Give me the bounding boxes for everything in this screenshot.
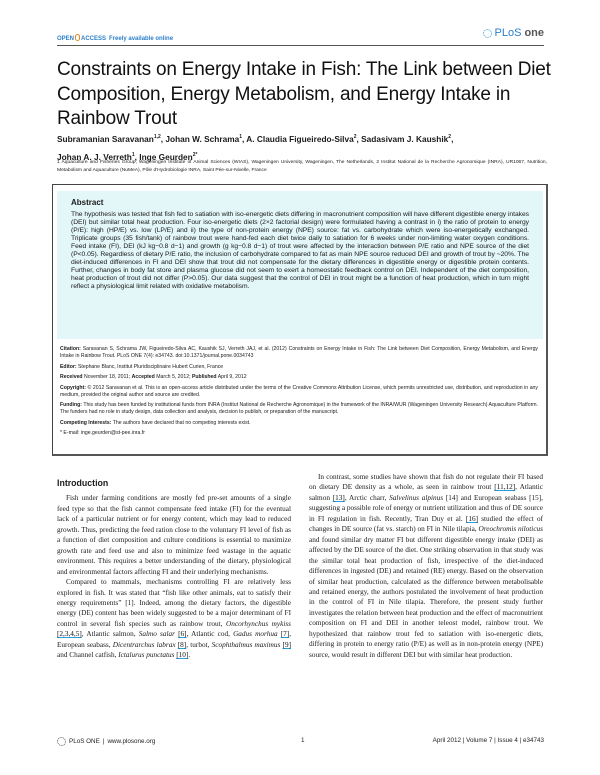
paragraph-text: studied the effect of changes in DE source (fat vs. starch) on FI in Nile tilapia, — [309, 514, 543, 534]
paragraph-text: In contrast, some studies have shown that fish do not regulate their FI based on dietary DE density as a whole, as seen in rainbow trout — [309, 473, 543, 492]
issue-info: April 2012 | Volume 7 | Issue 4 | e34743 — [432, 737, 544, 744]
paragraph-text: Compared to mammals, mechanisms controlling FI are relatively less explored in fish. It was stated that “fish like other animals, eat to satisfy their energy requirements” [1]. Indeed, among the dietary factors, the digestible energy (DE) content has been widely suggested to be a major determinant of FI control in several fish species such as rainbow trout, — [57, 578, 291, 628]
plos-logo-icon — [483, 29, 492, 38]
copyright-text: © 2012 Saravanan et al. This is an open-access article distributed under the terms of the Creative Commons Attribution License, which permits unrestricted use, distribution, and reproduction in any medium, provided the original author and source are credited. — [60, 384, 538, 398]
plos-footer-logo-icon — [57, 737, 66, 746]
abstract-box — [52, 184, 548, 456]
published-label: Published — [191, 374, 217, 381]
received-label: Received — [60, 374, 83, 381]
reference-link[interactable]: [7] — [280, 630, 290, 639]
reference-link[interactable]: [8] — [177, 640, 187, 649]
accepted-label: Accepted — [131, 374, 155, 381]
open-access-label — [57, 34, 173, 42]
open-lock-icon — [75, 34, 80, 41]
reference-link[interactable]: [11,12] — [494, 483, 516, 492]
author-name[interactable]: Subramanian Saravanan — [57, 133, 154, 144]
introduction-heading: Introduction — [57, 478, 109, 488]
footer-separator: | — [102, 738, 105, 745]
paragraph-text: [14] and European seabass [15], suggesting a possible role of energy or nutrient utilization and thus of DE source in FI regulation in fish. Recently, Tran Duy et al. — [309, 493, 543, 523]
paragraph-text: and Channel catfish, — [57, 651, 119, 660]
right-column — [309, 472, 543, 660]
accepted-date: March 5, 2012; — [156, 374, 191, 381]
footer-website-link[interactable]: www.plosone.org — [107, 738, 156, 745]
access-text: ACCESS — [81, 36, 107, 42]
abstract-panel — [57, 191, 543, 339]
author-affiliation-sup: 2 — [448, 134, 452, 140]
editor-text: Stephane Blanc, Institut Pluridisciplinaire Hubert Curien, France — [78, 363, 224, 370]
author-affiliation-sup: 1,2 — [153, 134, 161, 140]
editor-label: Editor: — [60, 363, 77, 370]
journal-header — [57, 27, 544, 46]
species-name: Dicentrarchus labrax — [112, 640, 176, 649]
citation-label: Citation: — [60, 346, 81, 352]
intro-paragraph — [309, 472, 543, 660]
author-name[interactable]: Inge Geurden — [139, 151, 193, 162]
page-number: 1 — [301, 737, 305, 744]
reference-link[interactable]: [2,3,4,5] — [57, 630, 82, 639]
author-list: Subramanian Saravanan$^{1,2}$, Johan W. Schrama$^1$, A. Claudia Figueiredo-Silva$^2$, Sadasivam J. Kaushik$^2$, Johan A. J. Verreth$^1$, Inge Geurden$^{2*}$ — [57, 133, 454, 162]
paragraph-text: and found similar dry matter FI but different digestible energy intake (DEI) as affected by the DE source of the diet. One striking observation in that study was the similar total heat production of fish, irrespective of the diet-induced differences in ingested (DE) and retained (RE) energy. Based on the observation of similar heat production, calculated as the difference between metabolisable and retained energy, the authors postulated the involvement of heat production in the control of FI in Nile tilapia. Therefore, the present study further investigates the relation between heat production and the effect of macronutrient composition on FI and DEI in another teleost model, rainbow trout. We hypothesized that rainbow trout fed to satiation with iso-energetic diets, differing in protein to energy ratio (P/E) as well as in non-protein energy (NPE) source, would result in different DEI but with similar heat production. — [309, 535, 543, 659]
affiliations: 1 Aquaculture and Fisheries Group, Wageningen Institute of Animal Sciences (WIAS), Wageningen University, Wageningen, The Netherlands, 2 Institut National de la Recherche Agronomique (INRA), UR1067, Nutrition, Metabolism and Aquaculture (NuMeA), Pôle d'Hydrobiologie INRA, Saint Pée-sur-Nivelle, France — [57, 160, 547, 173]
citation — [60, 346, 538, 360]
author-affiliation-sup: 1 — [131, 151, 135, 158]
editor — [60, 364, 538, 371]
freely-available-text: Freely available online — [109, 36, 174, 42]
species-name: Scophthalmus maximus — [211, 640, 281, 649]
paragraph-text: , turbot, — [186, 640, 212, 649]
copyright-label: Copyright: — [60, 384, 86, 391]
species-name: Salvelinus alpinus — [389, 493, 444, 502]
author-email[interactable]: * E-mail: inge.geurden@st-pee.inra.fr — [60, 430, 145, 437]
author-affiliation-sup: 2 — [353, 134, 357, 140]
competing-interests — [60, 420, 538, 427]
footer-journal-name: PLoS ONE — [69, 738, 100, 745]
paragraph-text: , Atlantic salmon — [309, 483, 543, 502]
left-column — [57, 478, 291, 661]
species-name: Oncorhynchus mykiss — [225, 619, 292, 628]
paragraph-text: . — [188, 651, 191, 660]
published-date: April 9, 2012 — [217, 374, 247, 381]
funding-text: This study has been funded by institutional funds from INRA (Institut National de Recherche Agronomique) in the framework of the INRA/WUR (Wageningen University Research) Aquaculture Platform. The funders had no role in study design, data collection and analysis, decision to publish, or preparation of the manuscript. — [60, 402, 538, 416]
intro-paragraph — [57, 577, 291, 661]
article-metadata — [60, 346, 538, 441]
plos-one-logo — [483, 27, 544, 39]
citation-text: Saravanan S, Schrama JW, Figueiredo-Silva AC, Kaushik SJ, Verreth JAJ, et al. (2012) Constraints on Energy Intake in Fish: The Link between Diet Composition, Energy Metabolism, and Energy Intake in Rainbow Trout. PLoS ONE 7(4): e34743. doi:10.1371/journal.pone.0034743 — [60, 346, 538, 360]
dates — [60, 374, 538, 381]
species-name: Oreochromis niloticus — [478, 525, 543, 534]
reference-link[interactable]: [13] — [332, 493, 345, 502]
species-name: Ictalurus punctatus — [118, 651, 175, 660]
intro-paragraph — [57, 493, 291, 577]
reference-link[interactable]: [9] — [282, 640, 291, 649]
author-name[interactable]: Johan A. J. Verreth — [57, 151, 132, 162]
author-affiliation-sup: 1 — [239, 134, 242, 140]
paragraph-text: Fish under farming conditions are mostly fed pre-set amounts of a single feed type so that the fish cannot compensate feed intake (FI) for the eventual lack of a particular nutrient or for energy content, which may lead to reduced growth. Thus, predicting the feed ration close to the voluntary FI level of fish as a function of diet composition and culture conditions is essential to maximize growth rate and feed use and also to minimize feed wastage in the aquatic environment. This requires a better understanding of the dietary, physiological and environmental factors affecting FI and their underlying mechanisms. — [57, 494, 291, 576]
species-name: Gadus morhua — [233, 630, 278, 639]
open-text: OPEN — [57, 36, 75, 42]
author-name[interactable]: Sadasivam J. Kaushik — [361, 133, 449, 144]
abstract-text: The hypothesis was tested that fish fed to satiation with iso-energetic diets differing in macronutrient composition will have different digestible energy intakes (DEI) but similar total heat production. Four iso-energetic diets (2×2 factorial design) were formulated having a contrast in i) the ratio of protein to energy (P/E): high (HP/E) vs. low (LP/E) and ii) the type of non-protein energy (NPE) source: fat vs. carbohydrate which were iso-energetically exchanged. Triplicate groups (35 fish/tank) of rainbow trout were hand-fed each diet twice daily to satiation for 6 weeks under non-limiting water oxygen conditions. Feed intake (FI), DEI (kJ kg−0.8 d−1) and growth (g kg−0.8 d−1) of trout were affected by the interaction between P/E ratio and NPE source of the diet (P<0.05). Regardless of dietary P/E ratio, the inclusion of carbohydrate compared to fat as main NPE source reduced DEI and growth of trout by ~20%. The diet-induced differences in FI and DEI show that trout did not compensate for the dietary differences in digestible energy or digestible protein contents. Further, changes in body fat store and plasma glucose did not seem to exert a homeostatic feedback control on DEI. Independent of the diet composition, heat production of trout did not differ (P>0.05). Our data suggest that the control of DEI in trout might be a function of heat production, which in turn might reflect a physiological limit related with oxidative metabolism. — [71, 211, 529, 290]
funding-label: Funding: — [60, 402, 82, 409]
funding — [60, 402, 538, 416]
author-affiliation-sup: 2* — [192, 151, 198, 158]
paragraph-text: , European seabass, — [57, 630, 292, 649]
page-footer — [57, 734, 544, 748]
reference-link[interactable]: [6] — [178, 630, 187, 639]
abstract-heading: Abstract — [71, 198, 104, 207]
competing-label: Competing Interests: — [60, 419, 112, 426]
species-name: Salmo salar — [138, 630, 175, 639]
logo-plos: PLoS — [494, 27, 522, 39]
paragraph-text: , Atlantic salmon, — [81, 630, 139, 639]
paragraph-text: , Atlantic cod, — [186, 630, 234, 639]
author-name[interactable]: Johan W. Schrama — [165, 133, 240, 144]
paragraph-text: , Arctic charr, — [344, 493, 390, 502]
logo-one: one — [524, 27, 544, 39]
footer-journal — [57, 737, 155, 746]
copyright — [60, 385, 538, 399]
article-title: Constraints on Energy Intake in Fish: The Link between Diet Composition, Energy Metabolism, and Energy Intake in Rainbow Trout — [57, 59, 551, 129]
competing-text: The authors have declared that no competing interests exist. — [112, 419, 251, 426]
received-date: November 18, 2011; — [84, 374, 131, 381]
author-name[interactable]: A. Claudia Figueiredo-Silva — [246, 133, 354, 144]
reference-link[interactable]: [10] — [176, 651, 189, 660]
reference-link[interactable]: [16] — [465, 514, 479, 523]
